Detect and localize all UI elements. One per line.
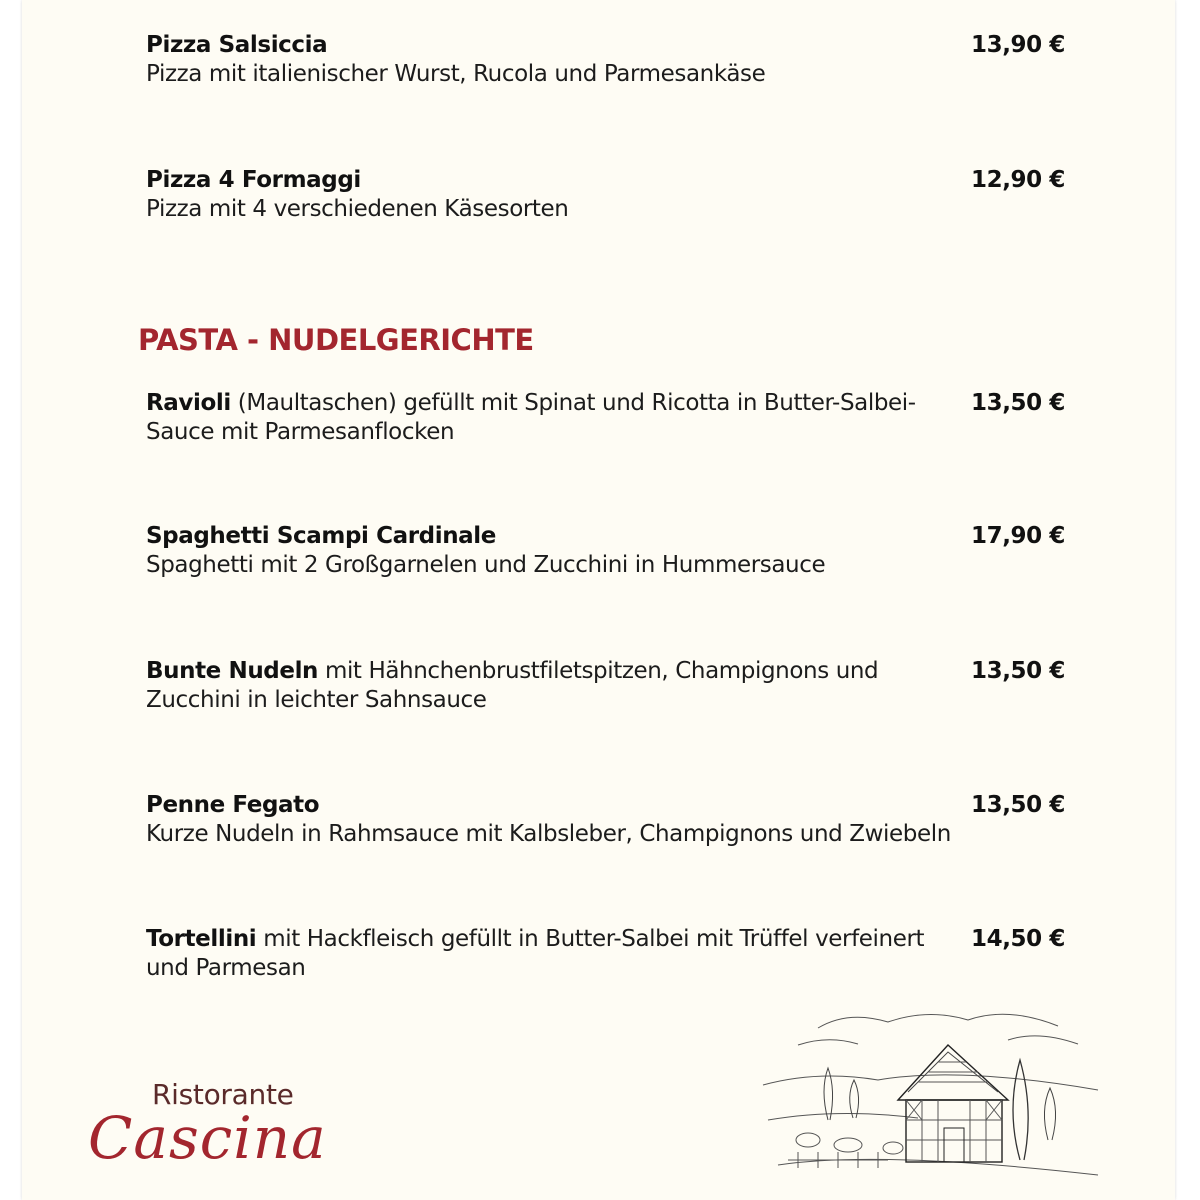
- dish-price: 13,50 €: [971, 658, 1065, 684]
- dish-price: 13,90 €: [971, 32, 1065, 58]
- dish-name: Pizza 4 Formaggi: [146, 167, 361, 193]
- dish-price: 13,50 €: [971, 390, 1065, 416]
- restaurant-logo: [88, 1078, 368, 1172]
- menu-item: [146, 522, 1146, 580]
- menu-item: [146, 925, 1146, 983]
- dish-description: (Maultaschen) gefüllt mit Spinat und Ricotta in Butter-Salbei-Sauce mit Parmesanflocken: [146, 390, 916, 445]
- dish-price: 13,50 €: [971, 792, 1065, 818]
- dish-name: Spaghetti Scampi Cardinale: [146, 523, 496, 549]
- menu-item: [146, 389, 1146, 447]
- logo-title: Cascina: [88, 1104, 327, 1172]
- dish-description: Kurze Nudeln in Rahmsauce mit Kalbsleber, Champignons und Zwiebeln: [146, 821, 951, 847]
- menu-item: [146, 166, 1146, 224]
- dish-description: Pizza mit 4 verschiedenen Käsesorten: [146, 196, 569, 222]
- menu-item: [146, 657, 1146, 715]
- dish-price: 17,90 €: [971, 523, 1065, 549]
- dish-price: 14,50 €: [971, 926, 1065, 952]
- section-heading: PASTA - NUDELGERICHTE: [138, 323, 534, 357]
- menu-item: [146, 791, 1146, 849]
- dish-description: mit Hackfleisch gefüllt in Butter-Salbei mit Trüffel verfeinert und Parmesan: [146, 926, 925, 981]
- logo-subtitle: Ristorante: [152, 1078, 294, 1111]
- dish-name: Penne Fegato: [146, 792, 320, 818]
- menu-item: [146, 31, 1146, 89]
- dish-price: 12,90 €: [971, 167, 1065, 193]
- dish-name: Tortellini: [146, 926, 257, 952]
- dish-name: Bunte Nudeln: [146, 658, 319, 684]
- dish-name: Ravioli: [146, 390, 231, 416]
- dish-description: mit Hähnchenbrustfiletspitzen, Champignons und Zucchini in leichter Sahnsauce: [146, 658, 879, 713]
- dish-description: Pizza mit italienischer Wurst, Rucola und Parmesankäse: [146, 61, 766, 87]
- farmhouse-sketch-icon: [758, 1000, 1108, 1200]
- dish-description: Spaghetti mit 2 Großgarnelen und Zucchini in Hummersauce: [146, 552, 826, 578]
- dish-name: Pizza Salsiccia: [146, 32, 328, 58]
